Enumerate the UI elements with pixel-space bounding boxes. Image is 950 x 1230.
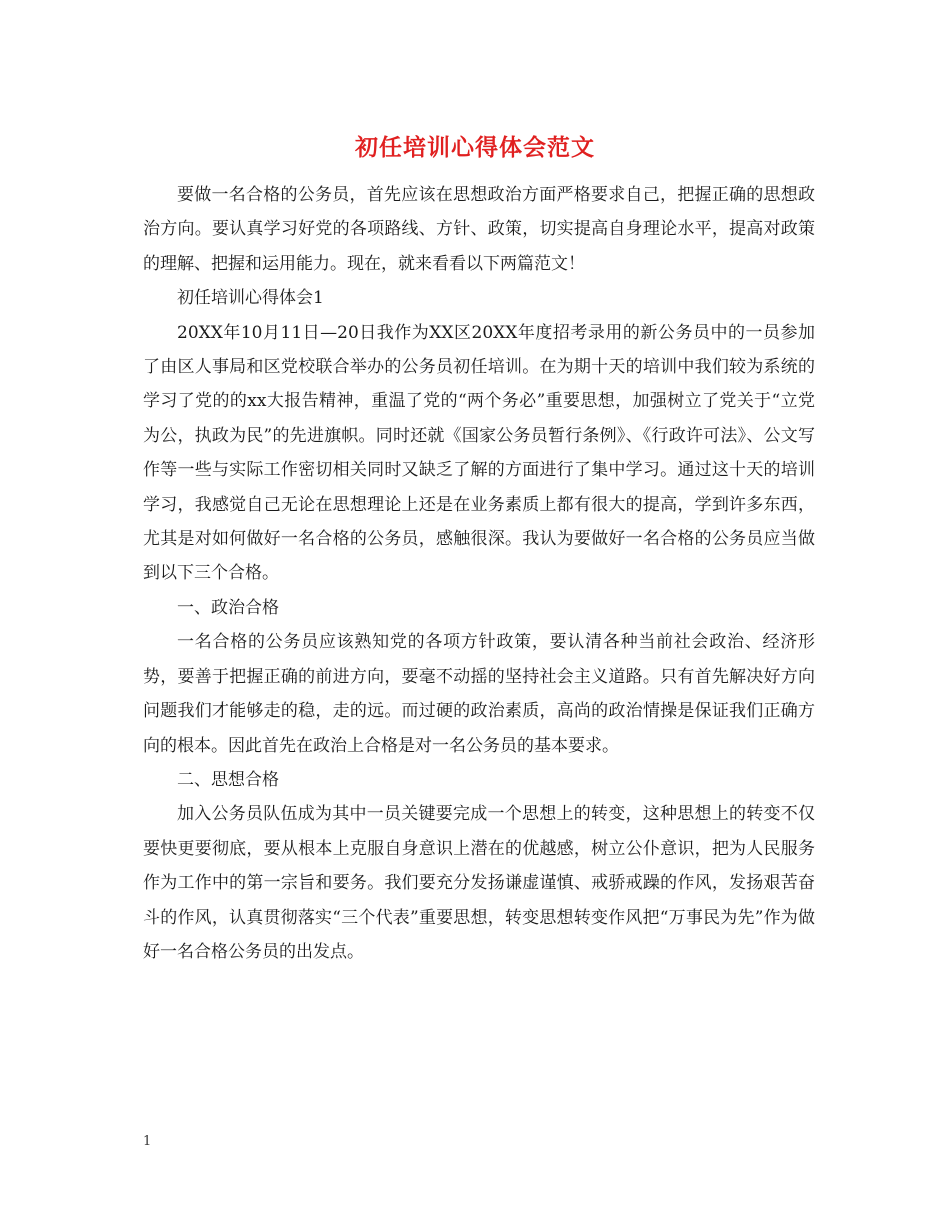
paragraph-ideological: 加入公务员队伍成为其中一员关键要完成一个思想上的转变，这种思想上的转变不仅要快更要彻底，要从根本上克服自身意识上潜在的优越感，树立公仆意识，把为人民服务作为工作中的第一宗旨和要务。我们要充分发扬谦虚谨慎、戒骄戒躁的作风，发扬艰苦奋斗的作风，认真贯彻落实“三个代表”重要思想，转变思想转变作风把“万事民为先”作为做好一名合格公务员的出发点。 (143, 804, 815, 962)
section-heading-political: 一、政治合格 (177, 597, 279, 618)
document-body (143, 178, 815, 969)
paragraph-political: 一名合格的公务员应该熟知党的各项方针政策，要认清各种当前社会政治、经济形势，要善于把握正确的前进方向，要毫不动摇的坚持社会主义道路。只有首先解决好方向问题我们才能够走的稳，走的远。而过硬的政治素质，高尚的政治情操是保证我们正确方向的根本。因此首先在政治上合格是对一名公务员的基本要求。 (143, 632, 815, 756)
page-number: 1 (143, 1134, 152, 1149)
paragraph-training: 20XX年10月11日—20日我作为XX区20XX年度招考录用的新公务员中的一员参加了由区人事局和区党校联合举办的公务员初任培训。在为期十天的培训中我们较为系统的学习了党的的xx大报告精神，重温了党的“两个务必”重要思想，加强树立了党关于“立党为公，执政为民”的先进旗帜。同时还就《国家公务员暂行条例》、《行政许可法》、公文写作等一些与实际工作密切相关同时又缺乏了解的方面进行了集中学习。通过这十天的培训学习，我感觉自己无论在思想理论上还是在业务素质上都有很大的提高，学到许多东西，尤其是对如何做好一名合格的公务员，感触很深。我认为要做好一名合格的公务员应当做到以下三个合格。 (143, 322, 815, 584)
paragraph-intro: 要做一名合格的公务员，首先应该在思想政治方面严格要求自己，把握正确的思想政治方向。要认真学习好党的各项路线、方针、政策，切实提高自身理论水平，提高对政策的理解、把握和运用能力。现在，就来看看以下两篇范文！ (143, 185, 815, 274)
section-heading-essay-1: 初任培训心得体会1 (177, 288, 324, 309)
section-heading-ideological: 二、思想合格 (177, 769, 279, 790)
document-title: 初任培训心得体会范文 (355, 134, 595, 161)
